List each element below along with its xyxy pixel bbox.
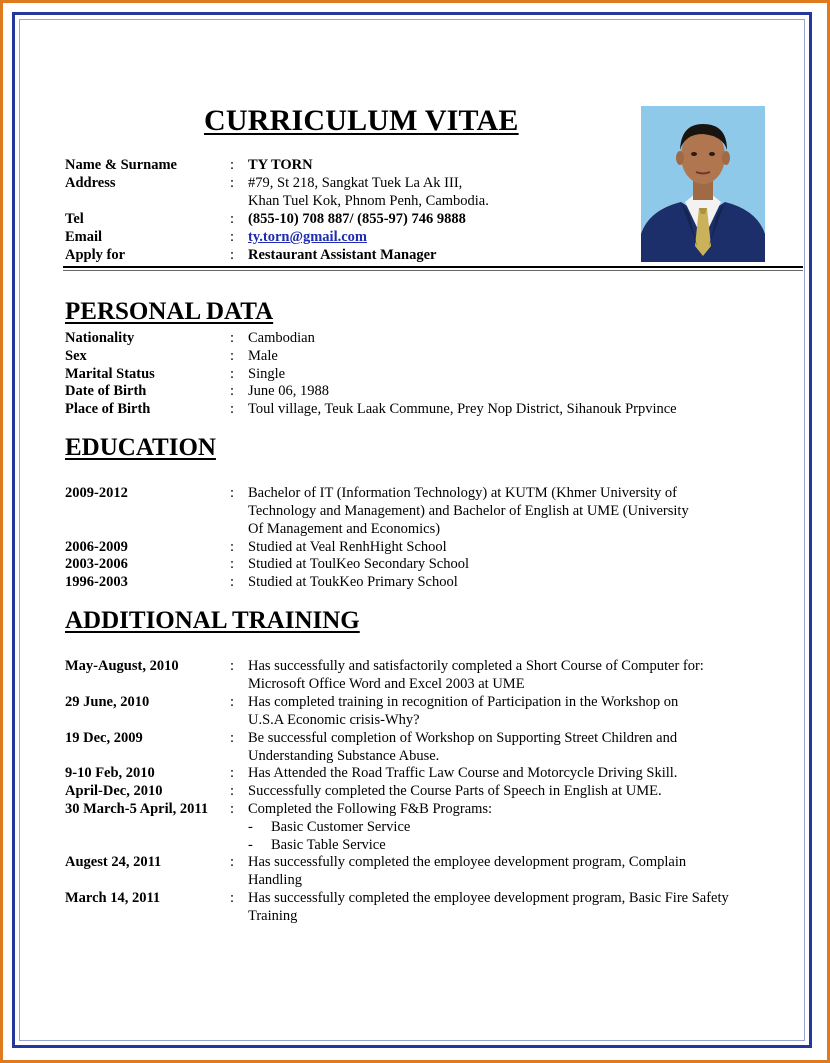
section-heading-personal: PERSONAL DATA bbox=[65, 298, 274, 325]
training-line: Successfully completed the Course Parts of Speech in English at UME. bbox=[248, 783, 662, 799]
date-label: April-Dec, 2010 bbox=[65, 783, 163, 799]
date-label: 2006-2009 bbox=[65, 539, 128, 555]
education-line: Studied at ToukKeo Primary School bbox=[248, 574, 458, 590]
training-line: Microsoft Office Word and Excel 2003 at UME bbox=[248, 676, 525, 692]
field-value: Cambodian bbox=[248, 330, 315, 346]
field-value: Single bbox=[248, 366, 286, 382]
field-value: Toul village, Teuk Laak Commune, Prey Nop District, Sihanouk Prpvince bbox=[248, 401, 677, 417]
section-heading-education: EDUCATION bbox=[65, 434, 216, 461]
contact-label: Apply for bbox=[65, 247, 126, 263]
bullet-text: Basic Table Service bbox=[271, 837, 386, 853]
training-line: Understanding Substance Abuse. bbox=[248, 748, 440, 764]
colon: : bbox=[230, 539, 235, 555]
section-heading-training: ADDITIONAL TRAINING bbox=[65, 607, 360, 634]
field-label: Marital Status bbox=[65, 366, 155, 382]
date-label: Augest 24, 2011 bbox=[65, 854, 162, 870]
address-line-1: #79, St 218, Sangkat Tuek La Ak III, bbox=[248, 175, 463, 191]
colon: : bbox=[230, 247, 235, 263]
education-line: Technology and Management) and Bachelor of English at UME (University bbox=[248, 503, 689, 519]
colon: : bbox=[230, 175, 235, 191]
training-line: Has Attended the Road Traffic Law Course and Motorcycle Driving Skill. bbox=[248, 765, 678, 781]
colon: : bbox=[230, 556, 235, 572]
date-label: March 14, 2011 bbox=[65, 890, 161, 906]
colon: : bbox=[230, 330, 235, 346]
date-label: 30 March-5 April, 2011 bbox=[65, 801, 209, 817]
contact-label: Name & Surname bbox=[65, 157, 177, 173]
bullet-text: Basic Customer Service bbox=[271, 819, 411, 835]
training-line: Has successfully completed the employee development program, Basic Fire Safety bbox=[248, 890, 729, 906]
portrait-photo bbox=[641, 106, 765, 262]
education-line: Of Management and Economics) bbox=[248, 521, 441, 537]
training-line: Has completed training in recognition of Participation in the Workshop on bbox=[248, 694, 679, 710]
colon: : bbox=[230, 574, 235, 590]
colon: : bbox=[230, 401, 235, 417]
training-line: Has successfully and satisfactorily completed a Short Course of Computer for: bbox=[248, 658, 704, 674]
date-label: 9-10 Feb, 2010 bbox=[65, 765, 155, 781]
full-name: TY TORN bbox=[248, 157, 313, 173]
training-line: Training bbox=[248, 908, 298, 924]
contact-label: Email bbox=[65, 229, 103, 245]
colon: : bbox=[230, 694, 235, 710]
phone-number: (855-10) 708 887/ (855-97) 746 9888 bbox=[248, 211, 466, 227]
field-value: Male bbox=[248, 348, 278, 364]
colon: : bbox=[230, 383, 235, 399]
bullet-dash: - bbox=[248, 819, 253, 835]
colon: : bbox=[230, 485, 235, 501]
email-link[interactable]: ty.torn@gmail.com bbox=[248, 229, 367, 245]
training-line: U.S.A Economic crisis-Why? bbox=[248, 712, 420, 728]
field-label: Place of Birth bbox=[65, 401, 151, 417]
training-line: Completed the Following F&B Programs: bbox=[248, 801, 493, 817]
colon: : bbox=[230, 211, 235, 227]
training-line: Handling bbox=[248, 872, 302, 888]
field-label: Sex bbox=[65, 348, 87, 364]
colon: : bbox=[230, 157, 235, 173]
field-label: Date of Birth bbox=[65, 383, 147, 399]
date-label: 29 June, 2010 bbox=[65, 694, 150, 710]
colon: : bbox=[230, 890, 235, 906]
contact-label: Address bbox=[65, 175, 116, 191]
colon: : bbox=[230, 765, 235, 781]
field-label: Nationality bbox=[65, 330, 135, 346]
colon: : bbox=[230, 658, 235, 674]
page-title: CURRICULUM VITAE bbox=[204, 104, 519, 137]
date-label: 2003-2006 bbox=[65, 556, 128, 572]
colon: : bbox=[230, 801, 235, 817]
date-label: 19 Dec, 2009 bbox=[65, 730, 143, 746]
training-line: Has successfully completed the employee development program, Complain bbox=[248, 854, 687, 870]
education-line: Bachelor of IT (Information Technology) at KUTM (Khmer University of bbox=[248, 485, 677, 501]
education-line: Studied at ToulKeo Secondary School bbox=[248, 556, 470, 572]
field-value: June 06, 1988 bbox=[248, 383, 329, 399]
colon: : bbox=[230, 366, 235, 382]
colon: : bbox=[230, 854, 235, 870]
date-label: 2009-2012 bbox=[65, 485, 128, 501]
education-line: Studied at Veal RenhHight School bbox=[248, 539, 447, 555]
colon: : bbox=[230, 783, 235, 799]
contact-label: Tel bbox=[65, 211, 84, 227]
bullet-dash: - bbox=[248, 837, 253, 853]
colon: : bbox=[230, 229, 235, 245]
training-line: Be successful completion of Workshop on Supporting Street Children and bbox=[248, 730, 678, 746]
header-divider-thin bbox=[63, 270, 803, 271]
address-line-2: Khan Tuel Kok, Phnom Penh, Cambodia. bbox=[248, 193, 489, 209]
colon: : bbox=[230, 348, 235, 364]
colon: : bbox=[230, 730, 235, 746]
date-label: 1996-2003 bbox=[65, 574, 128, 590]
applied-position: Restaurant Assistant Manager bbox=[248, 247, 437, 263]
date-label: May-August, 2010 bbox=[65, 658, 179, 674]
header-divider bbox=[63, 266, 803, 268]
portrait-photo-icon bbox=[641, 106, 765, 262]
